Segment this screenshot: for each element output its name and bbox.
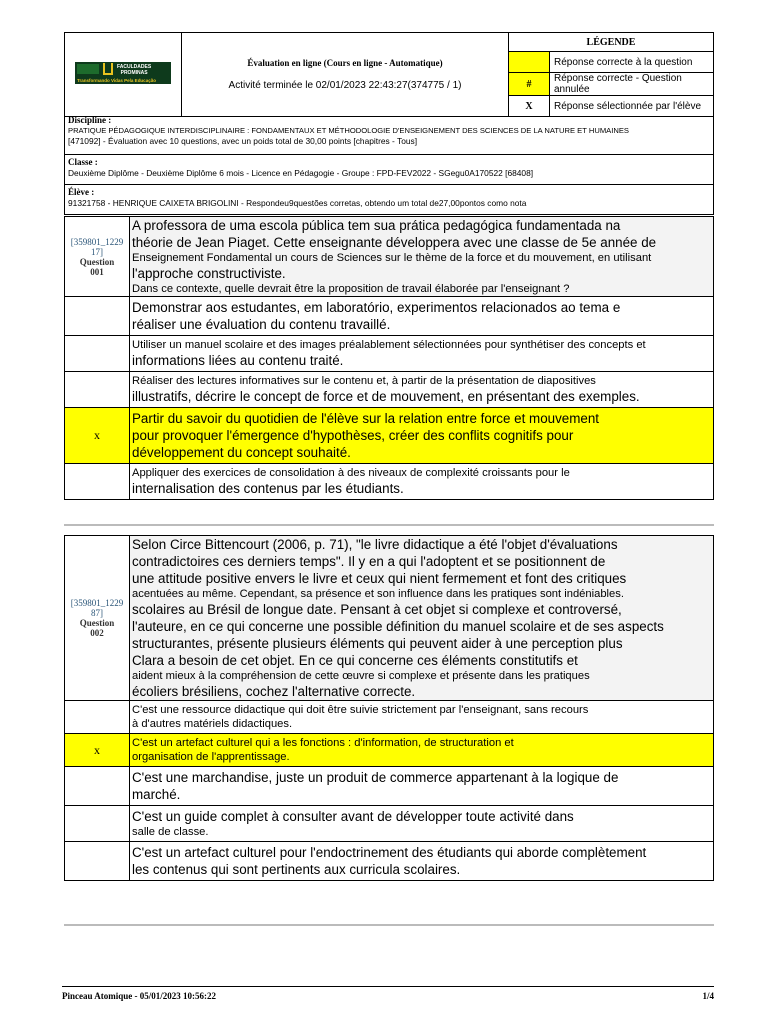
question-text-line: scolaires au Brésil de longue date. Pensant à cet objet si complexe et controversé,	[132, 602, 622, 617]
answer-text	[130, 806, 714, 842]
answer-text	[130, 336, 714, 372]
eleve-label: Élève :	[68, 187, 95, 197]
answer-option[interactable]	[65, 408, 714, 464]
answer-option[interactable]	[65, 734, 714, 767]
answer-text-line: à d'autres matériels didactiques.	[132, 718, 293, 730]
question-text	[130, 217, 714, 297]
answer-option[interactable]	[65, 806, 714, 842]
answer-text-line: internalisation des contenus par les étudiants.	[132, 481, 404, 496]
discipline-label: Discipline :	[68, 115, 112, 125]
question-text-line: Clara a besoin de cet objet. En ce qui concerne ces éléments constitutifs et	[132, 653, 578, 668]
answer-text-line: Partir du savoir du quotidien de l'élève sur la relation entre force et mouvement	[132, 411, 600, 426]
legend-text-annulled: Réponse correcte - Question annulée	[550, 73, 714, 96]
question-text-line: structurantes, présente plusieurs éléments qui peuvent aider à une perception plus	[132, 636, 623, 651]
answer-text-line: les contenus qui sont pertinents aux curricula scolaires.	[132, 862, 461, 877]
selected-mark	[65, 806, 130, 842]
answer-option[interactable]	[65, 372, 714, 408]
selected-mark	[65, 767, 130, 806]
question-text-line: écoliers brésiliens, cochez l'alternative correcte.	[132, 684, 416, 699]
selected-mark	[65, 372, 130, 408]
question-id-cell	[65, 536, 130, 701]
evaluation-cell	[182, 33, 509, 117]
answer-text-line: C'est un artefact culturel pour l'endoctrinement des étudiants qui aborde complètement	[132, 845, 647, 860]
answer-text-line: salle de classe.	[132, 826, 209, 838]
legend-symbol-correct	[509, 52, 550, 73]
question-text-line: Dans ce contexte, quelle devrait être la proposition de travail élaborée par l'enseignant ?	[132, 283, 570, 295]
legend-title: LÉGENDE	[509, 33, 714, 52]
selected-mark	[65, 297, 130, 336]
question-number: 002	[90, 628, 104, 638]
legend-symbol-selected: X	[509, 96, 550, 117]
answer-text	[130, 842, 714, 881]
answer-text-line: Appliquer des exercices de consolidation à des niveaux de complexité croissants pour le	[132, 467, 570, 479]
answer-option[interactable]	[65, 464, 714, 500]
answer-text	[130, 701, 714, 734]
question-text-line: l'approche constructiviste.	[132, 266, 286, 281]
logo-cell	[65, 33, 182, 117]
answer-text-line: C'est une ressource didactique qui doit être suivie strictement par l'enseignant, sans recours	[132, 704, 589, 716]
selected-mark	[65, 701, 130, 734]
answer-text-line: informations liées au contenu traité.	[132, 353, 344, 368]
question-text	[130, 536, 714, 701]
question-text-line: contradictoires ces derniers temps". Il y en a qui l'adoptent et se positionnent de	[132, 554, 606, 569]
answer-text	[130, 408, 714, 464]
question-id-suffix: 87]	[91, 608, 103, 618]
discipline-name: PRATIQUE PÉDAGOGIQUE INTERDISCIPLINAIRE : FONDAMENTAUX ET MÉTHODOLOGIE D'ENSEIGNEMENT DES SCIENCES DE LA NATURE ET HUMAINES	[68, 125, 629, 135]
page-number: 1/4	[702, 991, 714, 1001]
question-text-line: une attitude positive envers le livre et ceux qui nient fermement et font des critiques	[132, 571, 627, 586]
discipline-block	[64, 113, 714, 155]
answer-option[interactable]	[65, 842, 714, 881]
classe-value: Deuxième Diplôme - Deuxième Diplôme 6 mois - Licence en Pédagogie - Groupe : FPD-FEV2022 - SGegu0A170522 [68408]	[68, 167, 534, 178]
discipline-details: [471092] - Évaluation avec 10 questions, avec un poids total de 30,00 points [chapitres - Tous]	[68, 136, 418, 146]
page-footer	[62, 986, 714, 1001]
selected-mark	[65, 336, 130, 372]
answer-text	[130, 464, 714, 500]
question-id-cell	[65, 217, 130, 297]
answer-text-line: marché.	[132, 787, 181, 802]
legend-symbol-annulled: #	[509, 73, 550, 96]
question-text-line: Selon Circe Bittencourt (2006, p. 71), "le livre didactique a été l'objet d'évaluations	[132, 537, 618, 552]
classe-block	[64, 155, 714, 185]
answer-text-line: illustratifs, décrire le concept de force et de mouvement, en présentant des exemples.	[132, 389, 640, 404]
answer-text	[130, 297, 714, 336]
question-separator	[64, 524, 714, 526]
evaluation-title: Évaluation en ligne (Cours en ligne - Automatique)	[247, 58, 443, 68]
answer-option[interactable]	[65, 767, 714, 806]
question-table	[64, 216, 714, 500]
question-id-suffix: 17]	[91, 246, 103, 257]
question-id: [359801_1229	[70, 236, 124, 247]
eleve-block	[64, 185, 714, 215]
answer-text-line: Demonstrar aos estudantes, em laboratório, experimentos relacionados ao tema e	[132, 300, 621, 315]
header-table	[64, 32, 714, 117]
faculdades-logo: FACULDADES PROMINAS Transformando Vidas Pela Educação	[75, 62, 171, 84]
legend-text-correct: Réponse correcte à la question	[550, 52, 714, 73]
question-label: Question	[79, 618, 115, 628]
answer-text	[130, 372, 714, 408]
question-separator	[64, 924, 714, 926]
question-id: [359801_1229	[70, 598, 124, 608]
footer-timestamp: Pinceau Atomique - 05/01/2023 10:56:22	[62, 991, 216, 1001]
answer-option[interactable]	[65, 297, 714, 336]
answer-text-line: réaliser une évaluation du contenu travaillé.	[132, 317, 391, 332]
answer-text-line: organisation de l'apprentissage.	[132, 751, 290, 763]
question-text-line: Enseignement Fondamental un cours de Sciences sur le thème de la force et du mouvement, en utilisant	[132, 252, 652, 264]
answer-text-line: C'est un guide complet à consulter avant de développer toute activité dans	[132, 809, 574, 824]
classe-label: Classe :	[68, 157, 98, 167]
activity-status: Activité terminée le 02/01/2023 22:43:27(374775 / 1)	[228, 80, 462, 91]
answer-option[interactable]	[65, 336, 714, 372]
answer-text-line: Utiliser un manuel scolaire et des images préalablement sélectionnées pour synthétiser des concepts et	[132, 339, 646, 351]
question-text-line: l'auteure, en ce qui concerne une possible définition du manuel scolaire et de ses aspects	[132, 619, 664, 634]
question-row	[65, 536, 714, 701]
question-table	[64, 535, 714, 881]
question-text-line: aident mieux à la compréhension de cette œuvre si complexe et présente dans les pratiques	[132, 670, 590, 682]
question-number: 001	[90, 266, 104, 277]
legend-text-selected: Réponse sélectionnée par l'élève	[550, 96, 714, 117]
selected-mark	[65, 464, 130, 500]
answer-text-line: C'est une marchandise, juste un produit de commerce appartenant à la logique de	[132, 770, 619, 785]
selected-mark: x	[65, 408, 130, 464]
question-label: Question	[79, 256, 115, 267]
question-text-line: A professora de uma escola pública tem sua prática pedagógica fundamentada na	[132, 218, 621, 233]
answer-text	[130, 767, 714, 806]
answer-option[interactable]	[65, 701, 714, 734]
question-text-line: théorie de Jean Piaget. Cette enseignante développera avec une classe de 5e année de	[132, 235, 657, 250]
answer-text-line: Réaliser des lectures informatives sur le contenu et, à partir de la présentation de diapositives	[132, 375, 596, 387]
eleve-value: 91321758 - HENRIQUE CAIXETA BRIGOLINI - Respondeu9questões corretas, obtendo um total de27,00pontos como nota	[68, 197, 527, 208]
answer-text-line: C'est un artefact culturel qui a les fonctions : d'information, de structuration et	[132, 737, 514, 749]
selected-mark: x	[65, 734, 130, 767]
answer-text-line: développement du concept souhaité.	[132, 445, 351, 460]
answer-text-line: pour provoquer l'émergence d'hypothèses, créer des conflits cognitifs pour	[132, 428, 574, 443]
selected-mark	[65, 842, 130, 881]
answer-text	[130, 734, 714, 767]
question-text-line: acentuées au même. Cependant, sa présence et son influence dans les pratiques sont indéniables.	[132, 588, 624, 600]
question-row	[65, 217, 714, 297]
